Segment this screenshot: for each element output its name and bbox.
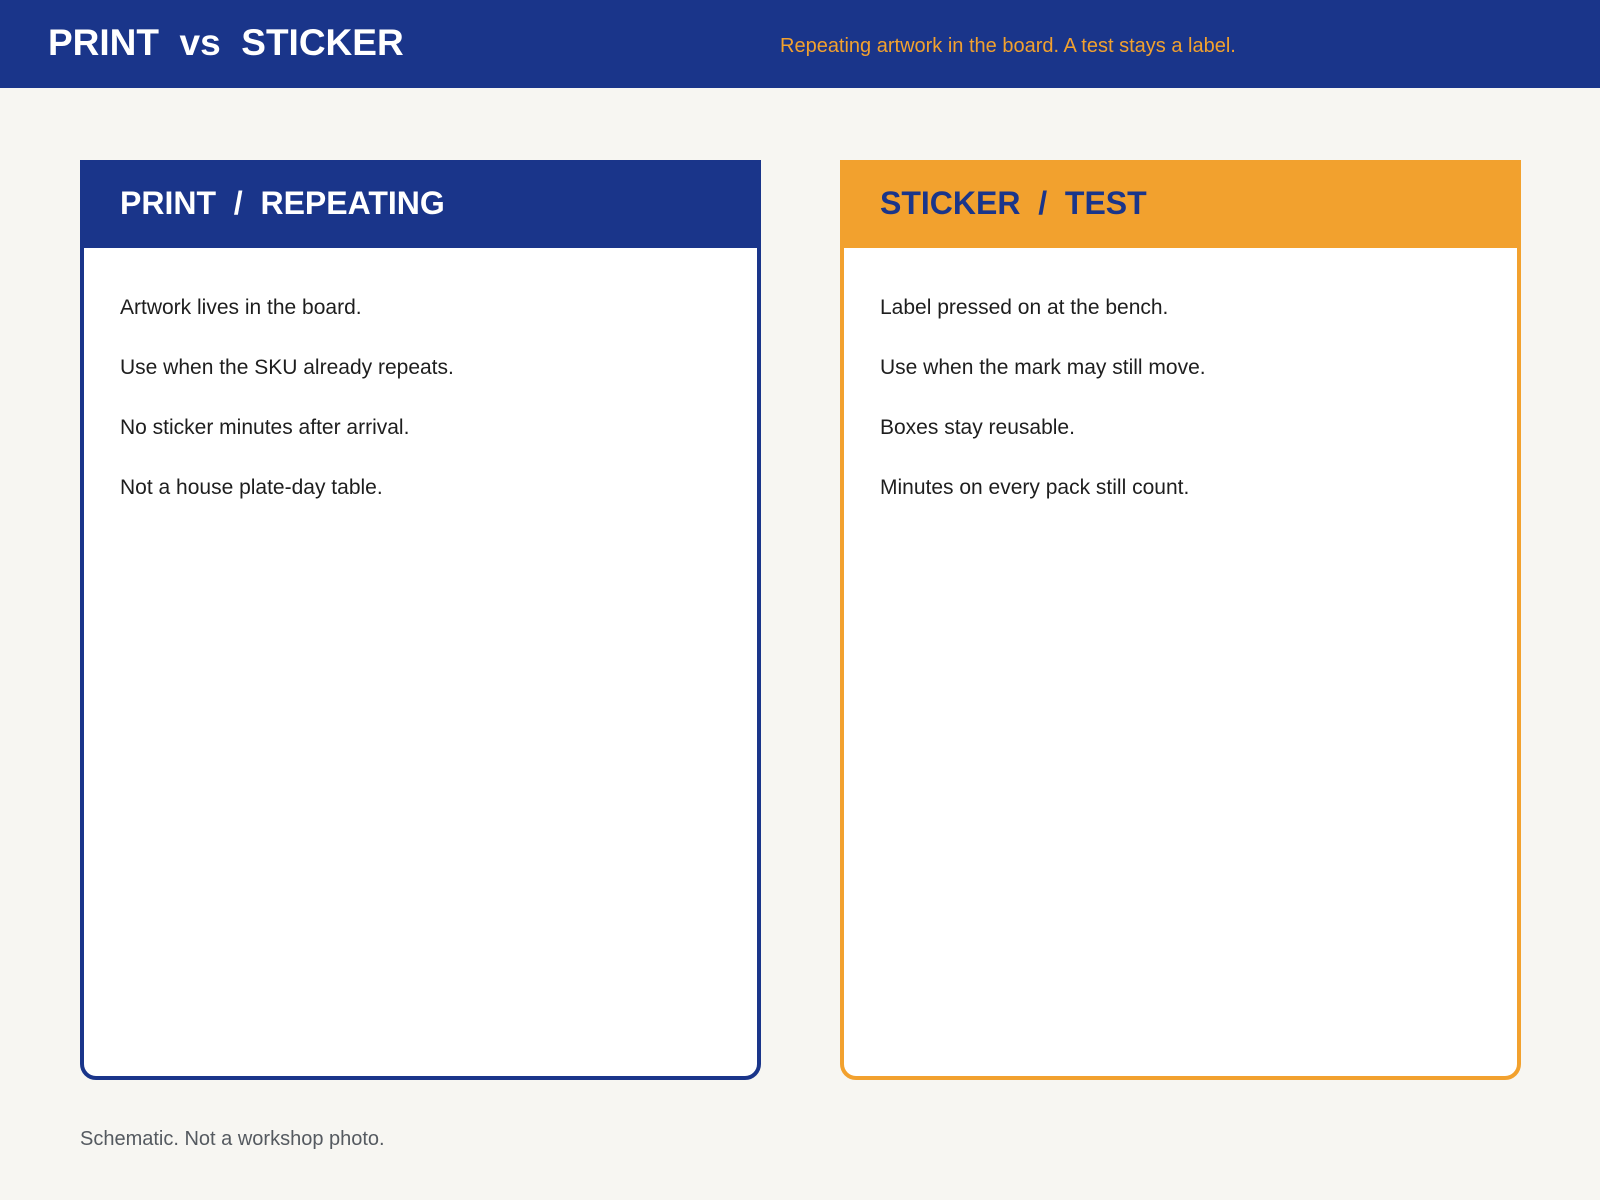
list-item: Not a house plate-day table.	[120, 476, 383, 499]
print-panel	[80, 160, 761, 1080]
list-item: Artwork lives in the board.	[120, 296, 362, 319]
list-item: No sticker minutes after arrival.	[120, 416, 410, 439]
header-bar	[0, 0, 1600, 88]
footnote: Schematic. Not a workshop photo.	[80, 1128, 385, 1150]
sticker-panel-title: STICKER / TEST	[880, 185, 1147, 221]
sticker-panel-list	[844, 248, 1517, 536]
list-item: Boxes stay reusable.	[880, 416, 1075, 439]
sticker-panel-header	[840, 160, 1521, 248]
list-item: Use when the SKU already repeats.	[120, 356, 454, 379]
sticker-panel	[840, 160, 1521, 1080]
print-panel-header	[80, 160, 761, 248]
page-title: PRINT vs STICKER	[48, 22, 404, 63]
list-item: Label pressed on at the bench.	[880, 296, 1169, 319]
print-panel-list	[84, 248, 757, 536]
list-item: Minutes on every pack still count.	[880, 476, 1190, 499]
page-tagline: Repeating artwork in the board. A test stays a label.	[780, 35, 1236, 57]
list-item: Use when the mark may still move.	[880, 356, 1206, 379]
print-panel-title: PRINT / REPEATING	[120, 185, 445, 221]
